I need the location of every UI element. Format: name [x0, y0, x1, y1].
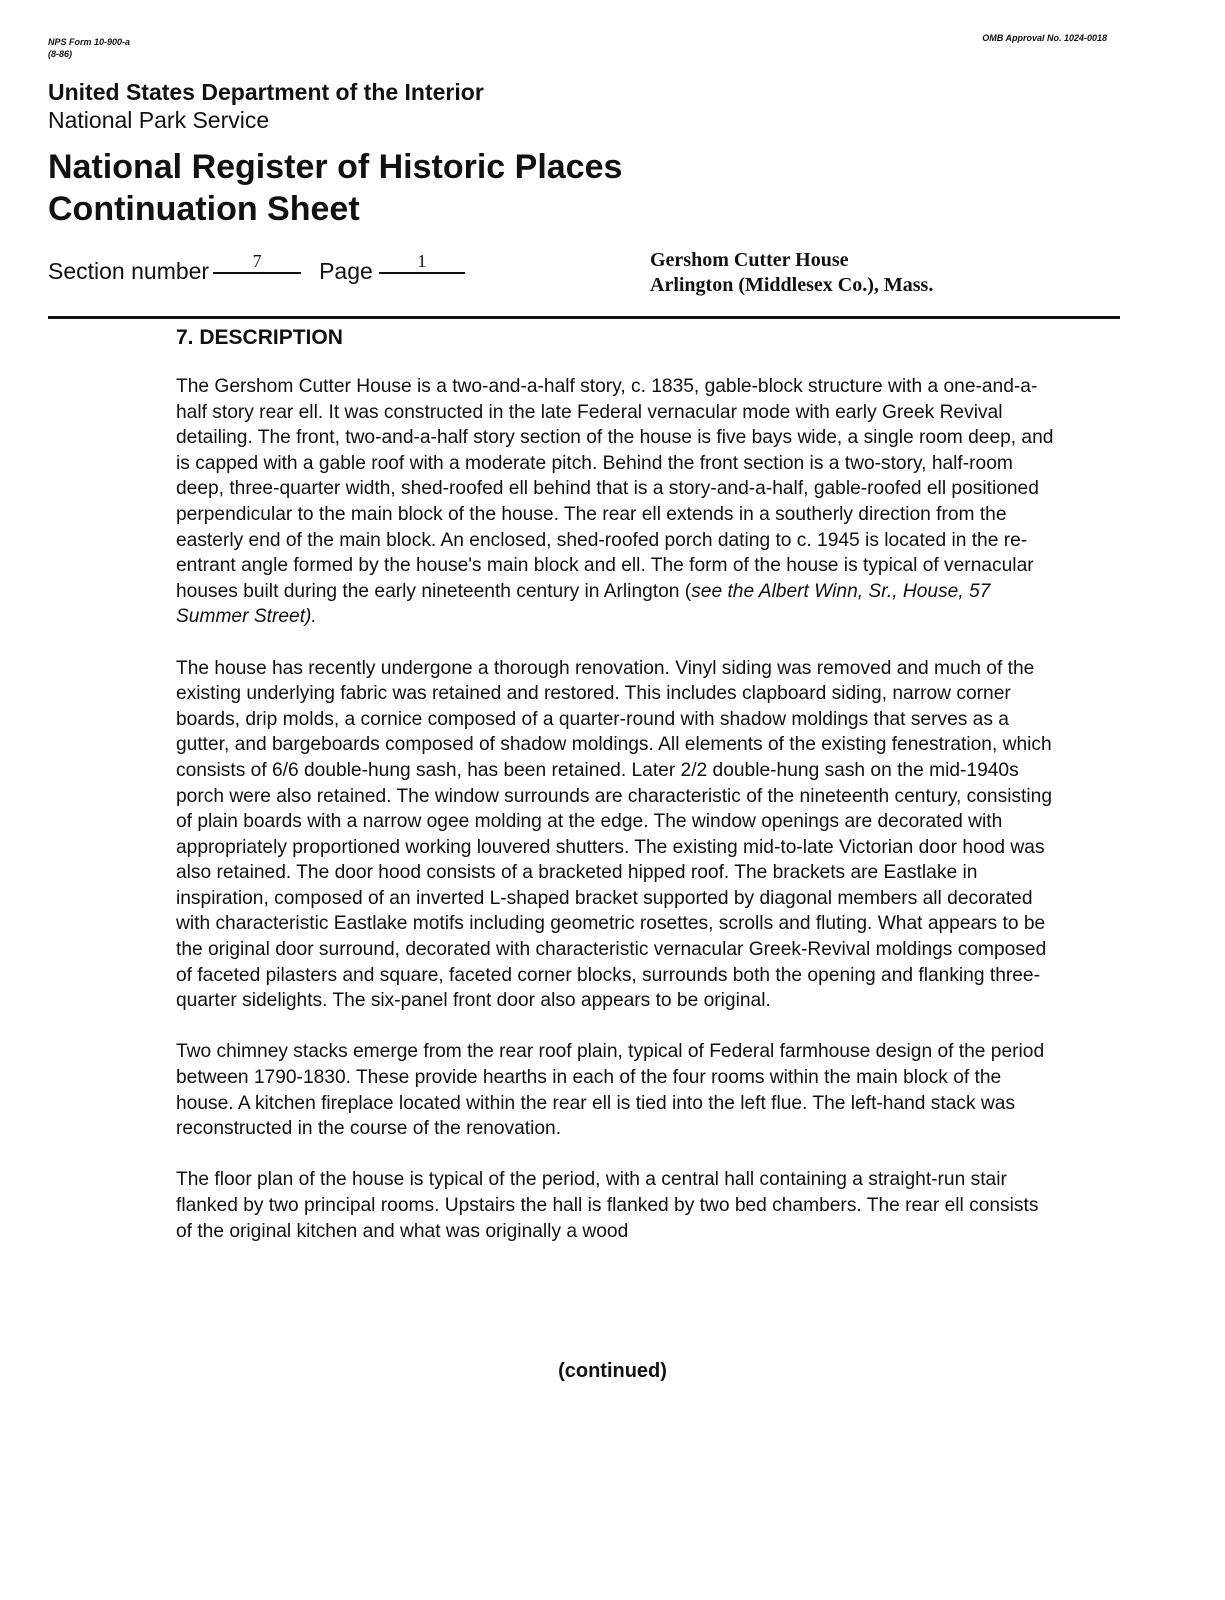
description-body [176, 374, 1056, 1270]
page-number-value: 1 [379, 250, 465, 274]
paragraph-text: Two chimney stacks emerge from the rear roof plain, typical of Federal farmhouse design of the period between 1790-1830. These provide hearths in each of the four rooms within the main block of the house. A kitchen fireplace located within the rear ell is tied into the left flue. The left-hand stack was reconstructed in the course of the renovation. [176, 1041, 1045, 1140]
property-info [650, 248, 933, 298]
paragraph-italic-reference: see the Albert Winn, Sr., House, 57 Summer Street). [176, 580, 991, 628]
section-heading: 7. DESCRIPTION [176, 326, 343, 349]
department-name: United States Department of the Interior [48, 79, 484, 105]
form-identifier [48, 36, 130, 60]
section-page-line [48, 251, 465, 286]
omb-approval: OMB Approval No. 1024-0018 [982, 33, 1107, 43]
agency-name: National Park Service [48, 107, 270, 133]
continued-note: (continued) [558, 1360, 667, 1382]
document-title [48, 146, 622, 230]
department-header [48, 78, 484, 134]
page-label: Page [319, 258, 373, 284]
paragraph-text: The Gershom Cutter House is a two-and-a-half story, c. 1835, gable-block structure with a one-and-a-half story rear ell. It was constructed in the late Federal vernacular mode with early Greek Revival detailing. The front, two-and-a-half story section of the house is five bays wide, a single room deep, and is capped with a gable roof with a moderate pitch. Behind the front section is a two-story, half-room deep, three-quarter width, shed-roofed ell behind that is a story-and-a-half, gable-roofed ell positioned perpendicular to the main block of the house. The rear ell extends in a southerly direction from the easterly end of the main block. An enclosed, shed-roofed porch dating to c. 1945 is located in the re-entrant angle formed by the house's main block and ell. The form of the house is typical of vernacular houses built during the early nineteenth century in Arlington ( [176, 376, 1054, 602]
paragraph [176, 374, 1056, 630]
form-number: NPS Form 10-900-a [48, 37, 131, 47]
title-line-2: Continuation Sheet [48, 190, 360, 228]
paragraph [176, 1039, 1056, 1141]
property-location: Arlington (Middlesex Co.), Mass. [650, 274, 934, 296]
section-number-value: 7 [213, 250, 301, 274]
paragraph [176, 656, 1056, 1014]
property-name: Gershom Cutter House [650, 249, 849, 271]
header-divider [48, 316, 1120, 319]
paragraph-text: The house has recently undergone a thorough renovation. Vinyl siding was removed and much of the existing underlying fabric was retained and restored. This includes clapboard siding, narrow corner boards, drip molds, a cornice composed of a quarter-round with shadow moldings that serves as a gutter, and bargeboards composed of shadow moldings. All elements of the existing fenestration, which consists of 6/6 double-hung sash, has been retained. Later 2/2 double-hung sash on the mid-1940s porch were also retained. The window surrounds are characteristic of the nineteenth century, consisting of plain boards with a narrow ogee molding at the edge. The window openings are decorated with appropriately proportioned working louvered shutters. The existing mid-to-late Victorian door hood was also retained. The door hood consists of a bracketed hipped roof. The brackets are Eastlake in inspiration, composed of an inverted L-shaped bracket supported by diagonal members all decorated with characteristic Eastlake motifs including geometric rosettes, scrolls and fluting. What appears to be the original door surround, decorated with characteristic vernacular Greek-Revival moldings composed of faceted pilasters and square, faceted corner blocks, surrounds both the opening and flanking three-quarter sidelights. The six-panel front door also appears to be original. [176, 657, 1052, 1012]
section-number-label: Section number [48, 258, 210, 284]
paragraph-text: The floor plan of the house is typical of the period, with a central hall containing a straight-run stair flanked by two principal rooms. Upstairs the hall is flanked by two bed chambers. The rear ell consists of the original kitchen and what was originally a wood [176, 1169, 1039, 1242]
title-line-1: National Register of Historic Places [48, 148, 623, 186]
paragraph [176, 1167, 1056, 1244]
form-date: (8-86) [48, 49, 73, 59]
